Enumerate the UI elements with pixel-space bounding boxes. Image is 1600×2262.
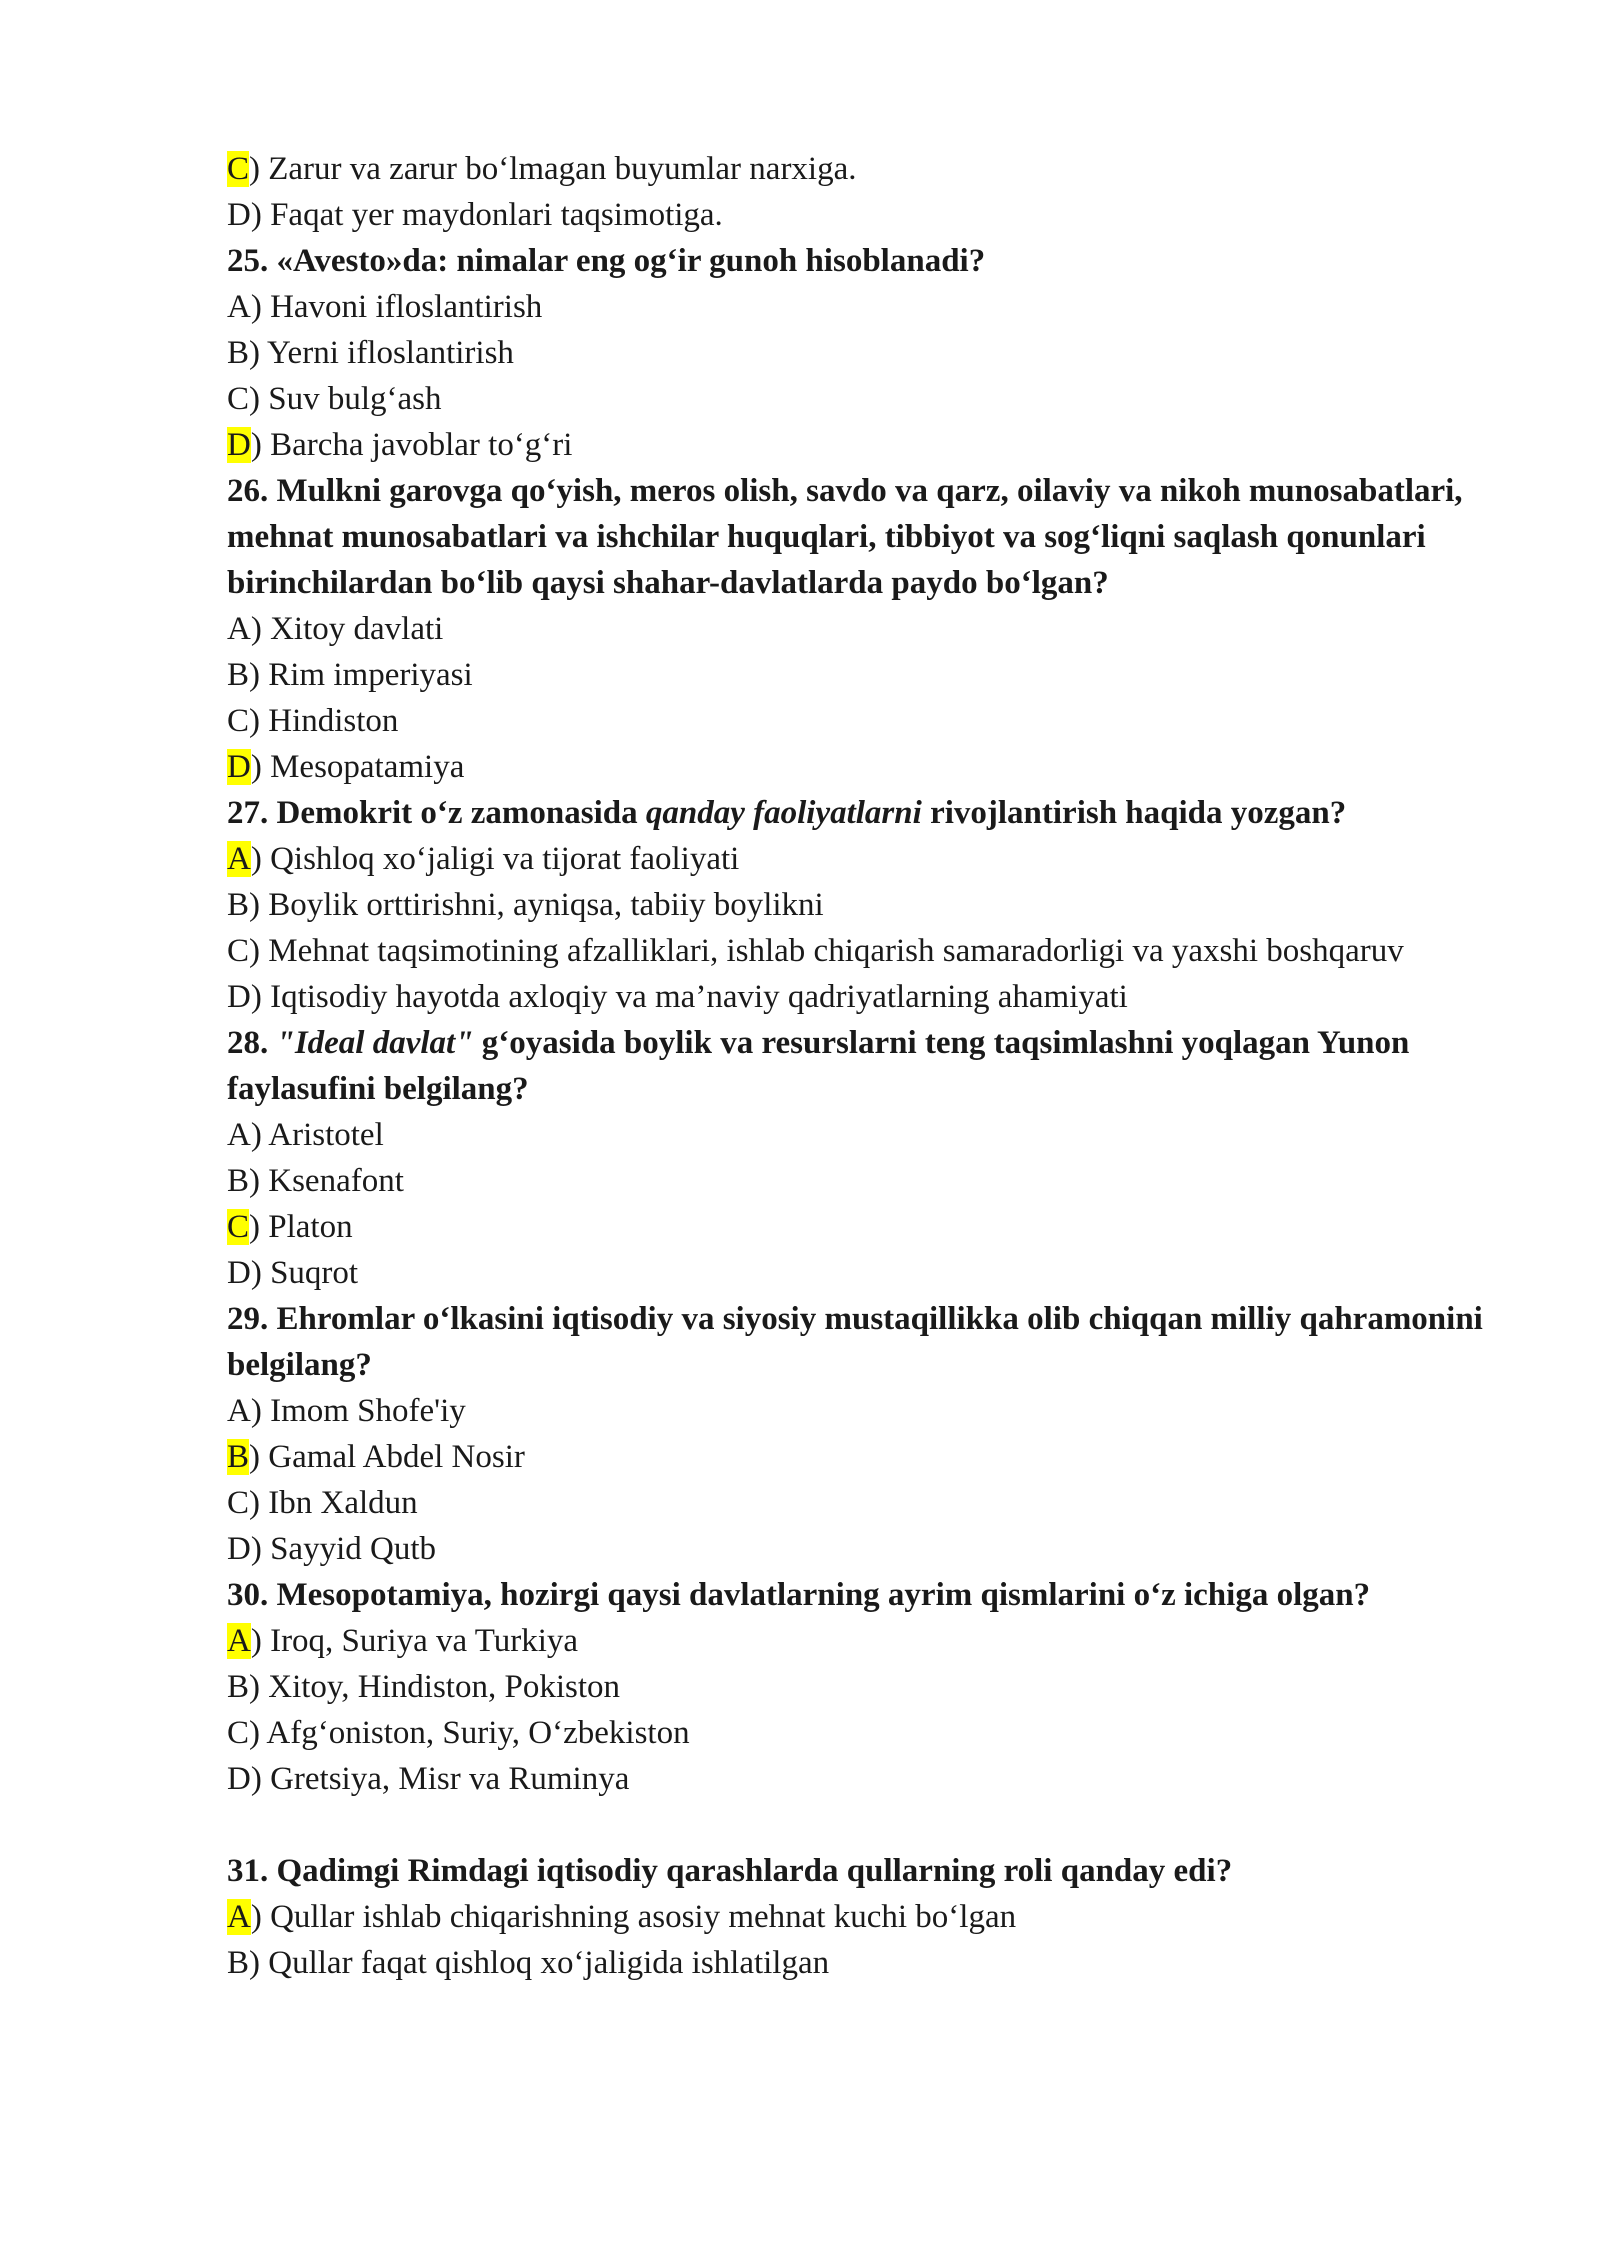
answer-option [227, 1250, 1500, 1296]
answer-letter: C [227, 703, 250, 739]
question-italic-text: qanday faoliyatlarni [645, 795, 922, 831]
question-text [227, 1020, 1500, 1112]
answer-letter: D [227, 1255, 251, 1291]
answer-text: ) Hindiston [249, 703, 399, 739]
answer-letter: C [227, 1485, 250, 1521]
answer-option [227, 1112, 1500, 1158]
answer-option [227, 652, 1500, 698]
answer-option [227, 330, 1500, 376]
answer-letter: B [227, 1163, 250, 1199]
answer-letter: D [227, 1761, 251, 1797]
answer-letter-highlighted: D [227, 427, 251, 463]
question-text [227, 1848, 1500, 1894]
answer-letter: A [227, 1393, 251, 1429]
answer-text: ) Xitoy, Hindiston, Pokiston [249, 1669, 620, 1705]
answer-text: ) Iqtisodiy hayotda axloqiy va ma’naviy qadriyatlarning ahamiyati [250, 979, 1128, 1015]
answer-text: ) Ibn Xaldun [249, 1485, 418, 1521]
answer-text: ) Havoni ifloslantirish [250, 289, 543, 325]
answer-text: ) Qullar ishlab chiqarishning asosiy mehnat kuchi bo‘lgan [250, 1899, 1017, 1935]
answer-text: ) Afg‘oniston, Suriy, O‘zbekiston [249, 1715, 690, 1751]
answer-letter-highlighted: B [227, 1439, 250, 1475]
answer-letter: C [227, 381, 250, 417]
answer-text: ) Sayyid Qutb [250, 1531, 437, 1567]
answer-letter: A [227, 1117, 251, 1153]
answer-text: ) Boylik orttirishni, ayniqsa, tabiiy boylikni [249, 887, 824, 923]
answer-letter: D [227, 1531, 251, 1567]
answer-option [227, 376, 1500, 422]
answer-text: ) Rim imperiyasi [249, 657, 473, 693]
answer-letter: B [227, 1669, 250, 1705]
answer-letter: B [227, 335, 250, 371]
question-text [227, 1296, 1500, 1388]
answer-letter: C [227, 933, 250, 969]
answer-option [227, 1710, 1500, 1756]
answer-option [227, 882, 1500, 928]
answer-option [227, 1756, 1500, 1802]
answer-text: ) Aristotel [250, 1117, 384, 1153]
answer-text: ) Suqrot [250, 1255, 359, 1291]
answer-letter-highlighted: C [227, 1209, 250, 1245]
question-text [227, 1572, 1500, 1618]
answer-letter-highlighted: C [227, 151, 250, 187]
answer-text: ) Qullar faqat qishloq xo‘jaligida ishlatilgan [249, 1945, 830, 1981]
answer-letter-highlighted: A [227, 841, 251, 877]
answer-text: ) Gamal Abdel Nosir [249, 1439, 525, 1475]
answer-option [227, 1894, 1500, 1940]
answer-option [227, 192, 1500, 238]
answer-option [227, 1526, 1500, 1572]
answer-option [227, 1434, 1500, 1480]
answer-letter: B [227, 657, 250, 693]
answer-text: ) Gretsiya, Misr va Ruminya [250, 1761, 630, 1797]
answer-option [227, 974, 1500, 1020]
answer-option [227, 1480, 1500, 1526]
answer-letter: D [227, 979, 251, 1015]
answer-text: ) Faqat yer maydonlari taqsimotiga. [250, 197, 723, 233]
question-text [227, 790, 1500, 836]
answer-text: ) Xitoy davlati [250, 611, 444, 647]
question-text-part: 28. [227, 1025, 277, 1061]
answer-text: ) Imom Shofe'iy [250, 1393, 466, 1429]
answer-letter: B [227, 887, 250, 923]
question-text-part: rivojlantirish haqida yozgan? [921, 795, 1347, 831]
answer-option [227, 606, 1500, 652]
answer-option [227, 146, 1500, 192]
blank-line [227, 1802, 1500, 1848]
answer-text: ) Qishloq xo‘jaligi va tijorat faoliyati [250, 841, 740, 877]
question-text-part: 25. «Avesto»da: nimalar eng og‘ir gunoh hisoblanadi? [227, 243, 986, 279]
answer-text: ) Yerni ifloslantirish [249, 335, 514, 371]
question-text-part: 29. Ehromlar o‘lkasini iqtisodiy va siyosiy mustaqillikka olib chiqqan milliy qahramonini belgilang? [227, 1301, 1483, 1383]
answer-option [227, 1618, 1500, 1664]
answer-option [227, 928, 1500, 974]
question-text [227, 238, 1500, 284]
answer-text: ) Ksenafont [249, 1163, 404, 1199]
question-text-part: 27. Demokrit o‘z zamonasida [227, 795, 646, 831]
answer-text: ) Mesopatamiya [250, 749, 465, 785]
answer-letter-highlighted: D [227, 749, 251, 785]
answer-option [227, 698, 1500, 744]
answer-letter: B [227, 1945, 250, 1981]
answer-option [227, 1664, 1500, 1710]
answer-text: ) Suv bulg‘ash [249, 381, 442, 417]
answer-letter-highlighted: A [227, 1623, 251, 1659]
answer-option [227, 284, 1500, 330]
answer-letter: C [227, 1715, 250, 1751]
question-italic-text: "Ideal davlat" [276, 1025, 474, 1061]
answer-letter: A [227, 611, 251, 647]
answer-option [227, 744, 1500, 790]
answer-option [227, 1204, 1500, 1250]
question-text-part: g‘oyasida boylik va resurslarni teng taqsimlashni yoqlagan Yunon faylasufini belgilang? [227, 1025, 1410, 1107]
answer-letter: D [227, 197, 251, 233]
answer-letter: A [227, 289, 251, 325]
answer-option [227, 1388, 1500, 1434]
answer-text: ) Zarur va zarur bo‘lmagan buyumlar narxiga. [249, 151, 857, 187]
answer-option [227, 1940, 1500, 1986]
answer-letter-highlighted: A [227, 1899, 251, 1935]
answer-option [227, 422, 1500, 468]
answer-option [227, 1158, 1500, 1204]
answer-option [227, 836, 1500, 882]
answer-text: ) Barcha javoblar to‘g‘ri [250, 427, 573, 463]
question-text-part: 26. Mulkni garovga qo‘yish, meros olish, savdo va qarz, oilaviy va nikoh munosabatlari, mehnat munosabatlari va ishchilar huquqlari, tibbiyot va sog‘liqni saqlash qonunlari birinchilardan bo‘lib qaysi shahar-davlatlarda paydo bo‘lgan? [227, 473, 1463, 601]
question-text-part: 30. Mesopotamiya, hozirgi qaysi davlatlarning ayrim qismlarini o‘z ichiga olgan? [227, 1577, 1371, 1613]
answer-text: ) Iroq, Suriya va Turkiya [250, 1623, 579, 1659]
question-text-part: 31. Qadimgi Rimdagi iqtisodiy qarashlarda qullarning roli qanday edi? [227, 1853, 1233, 1889]
question-text [227, 468, 1500, 606]
answer-text: ) Mehnat taqsimotining afzalliklari, ishlab chiqarish samaradorligi va yaxshi boshqaruv [249, 933, 1404, 969]
answer-text: ) Platon [249, 1209, 353, 1245]
